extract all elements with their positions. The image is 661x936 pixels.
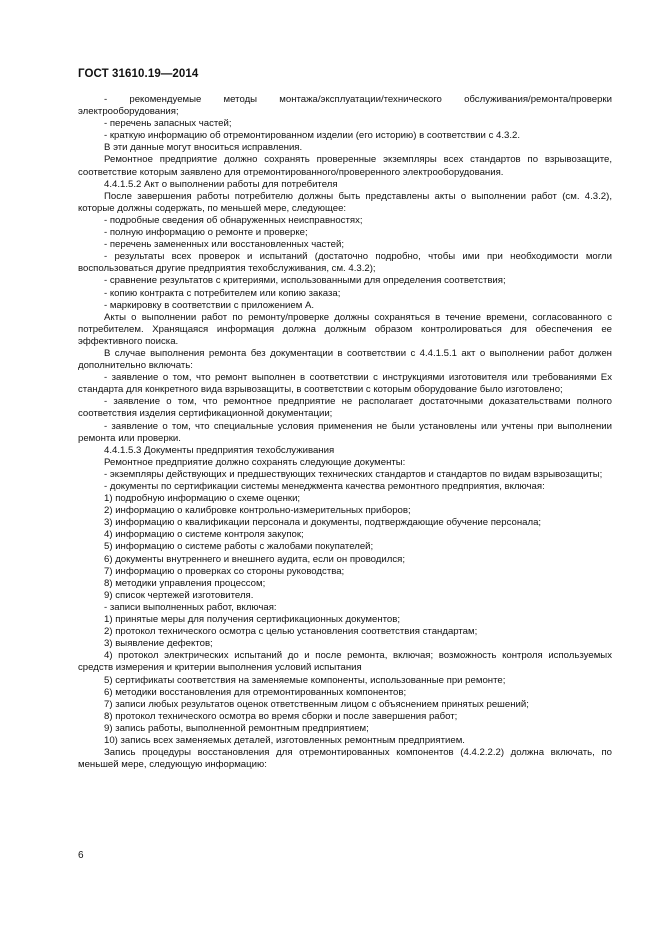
numbered-item: 2) информацию о калибровке контрольно-измерительных приборов; — [104, 505, 411, 517]
list-item: - сравнение результатов с критериями, использованными для определения соответствия; — [104, 275, 506, 287]
numbered-item: 3) информацию о квалификации персонала и документы, подтверждающие обучение персонала; — [104, 517, 542, 529]
list-item: - полную информацию о ремонте и проверке; — [104, 227, 308, 239]
numbered-item: 7) записи любых результатов оценок ответственным лицом с объяснением принятых решений; — [104, 698, 529, 710]
list-item: - заявление о том, что специальные условия применения не были установлены или учтены при выполнении ремонта или проверки. — [78, 420, 612, 444]
numbered-item: 9) запись работы, выполненной ремонтным предприятием; — [104, 722, 369, 734]
list-item: - краткую информацию об отремонтированном изделии (его историю) в соответствии с 4.3.2. — [104, 130, 521, 142]
list-item: - подробные сведения об обнаруженных неисправностях; — [104, 214, 363, 226]
list-item: - документы по сертификации системы менеджмента качества ремонтного предприятия, включая: — [104, 481, 545, 492]
paragraph: В эти данные могут вноситься исправления. — [104, 142, 303, 154]
numbered-item: 1) подробную информацию о схеме оценки; — [104, 493, 301, 505]
list-item: - маркировку в соответствии с приложением А. — [104, 299, 315, 311]
numbered-item: 8) методики управления процессом; — [104, 577, 266, 589]
section-heading: 4.4.1.5.3 Документы предприятия техобслуживания — [104, 444, 335, 456]
section-heading: 4.4.1.5.2 Акт о выполнении работы для потребителя — [104, 178, 338, 190]
numbered-item: 6) методики восстановления для отремонтированных компонентов; — [104, 686, 407, 698]
list-item: - результаты всех проверок и испытаний (достаточно подробно, чтобы ими при необходимости могли воспользоваться другие предприятия техобслуживания, см. 4.3.2); — [78, 251, 612, 275]
numbered-item: 2) протокол технического осмотра с целью установления соответствия стандартам; — [104, 626, 478, 638]
list-item: - перечень замененных или восстановленных частей; — [104, 239, 344, 251]
numbered-item: 7) информацию о проверках со стороны руководства; — [104, 565, 345, 577]
numbered-item: 6) документы внутреннего и внешнего аудита, если он проводился; — [104, 553, 406, 565]
paragraph: Ремонтное предприятие должно сохранять следующие документы: — [104, 456, 406, 468]
list-item: - заявление о том, что ремонт выполнен в соответствии с инструкциями изготовителя или требованиями Ex стандарта для конкретного вида взрывозащиты, в соответствии с которым оборудование было изготовлено; — [78, 372, 612, 396]
numbered-item: 4) протокол электрических испытаний до и после ремонта, включая; возможность контроля используемых средств измерения и критерии выполнения условий испытания — [78, 650, 612, 674]
paragraph: После завершения работы потребителю должны быть представлены акты о выполнении работ (см. 4.3.2), которые должны содержать, по меньшей мере, следующее: — [78, 190, 612, 214]
paragraph: Ремонтное предприятие должно сохранять проверенные экземпляры всех стандартов по взрывозащите, соответствие которым заявлено для отремонтированного/проверенного электрооборудования. — [78, 154, 612, 178]
list-item: - записи выполненных работ, включая: — [104, 601, 277, 613]
numbered-item: 9) список чертежей изготовителя. — [104, 589, 254, 601]
numbered-item: 5) информацию о системе работы с жалобами покупателей; — [104, 541, 374, 553]
list-item: - экземпляры действующих и предшествующих технических стандартов и стандартов по видам взрывозащиты; — [104, 468, 603, 480]
numbered-item: 4) информацию о системе контроля закупок; — [104, 529, 304, 541]
paragraph: - рекомендуемые методы монтажа/эксплуатации/технического обслуживания/ремонта/проверки электрооборудования; — [78, 94, 612, 118]
list-item: - перечень запасных частей; — [104, 118, 232, 130]
paragraph: Запись процедуры восстановления для отремонтированных компонентов (4.4.2.2.2) должна включать, по меньшей мере, следующую информацию: — [78, 747, 612, 771]
paragraph: В случае выполнения ремонта без документации в соответствии с 4.4.1.5.1 акт о выполнении работ должен дополнительно включать: — [78, 347, 612, 372]
numbered-item: 1) принятые меры для получения сертификационных документов; — [104, 614, 401, 626]
numbered-item: 10) запись всех заменяемых деталей, изготовленных ремонтным предприятием. — [104, 734, 465, 746]
page-number: 6 — [78, 850, 84, 861]
paragraph: Акты о выполнении работ по ремонту/проверке должны сохраняться в течение времени, согласованного с потребителем. Хранящаяся информация должна должным образом контролироваться для обеспечения ее эффективного поиска. — [78, 311, 612, 347]
document-header: ГОСТ 31610.19—2014 — [78, 68, 199, 80]
numbered-item: 3) выявление дефектов; — [104, 638, 213, 650]
numbered-item: 5) сертификаты соответствия на заменяемые компоненты, использованные при ремонте; — [104, 674, 506, 686]
list-item: - копию контракта с потребителем или копию заказа; — [104, 287, 341, 299]
document-body — [78, 94, 612, 771]
list-item: - заявление о том, что ремонтное предприятие не располагает достаточными доказательствами полного соответствия изделия сертификационной документации; — [78, 396, 612, 420]
numbered-item: 8) протокол технического осмотра во время сборки и после завершения работ; — [104, 710, 458, 722]
